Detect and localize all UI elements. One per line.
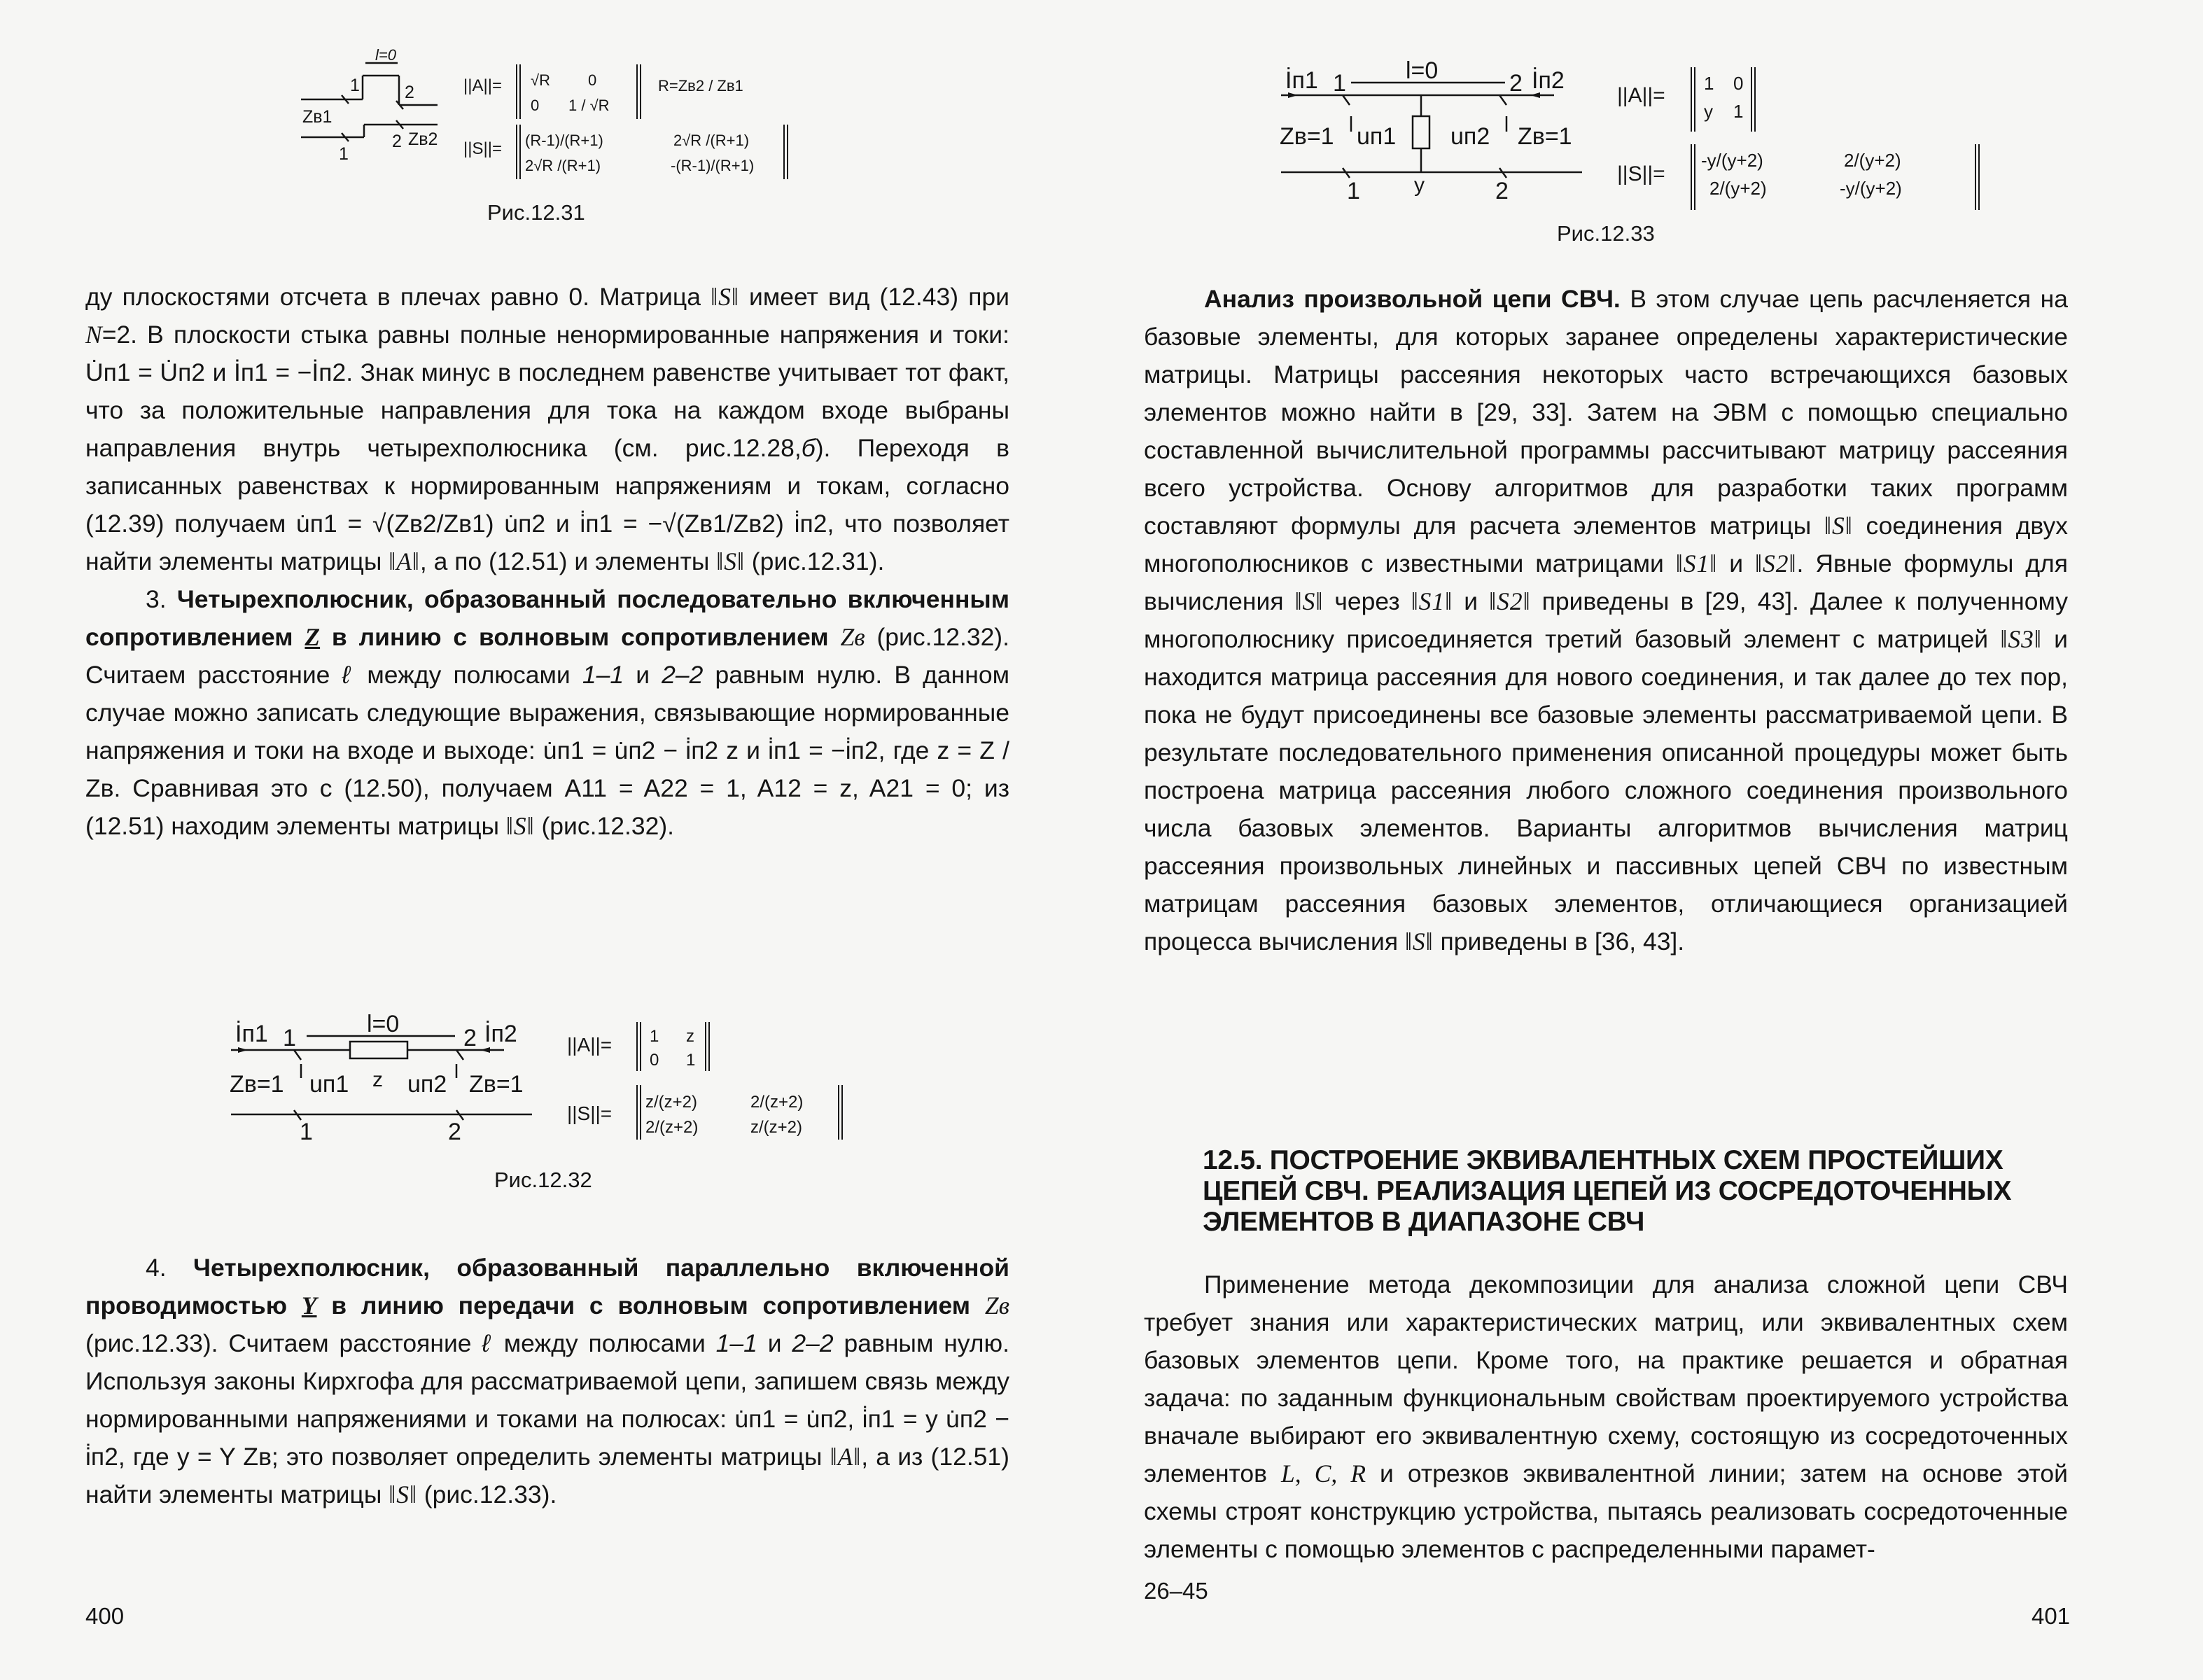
p4-matrix-s1: ‖S1‖ [1675, 550, 1718, 578]
fig33-node-1-bottom: 1 [1347, 178, 1360, 204]
fig31-s-22: -(R-1)/(R+1) [671, 157, 755, 174]
fig31-node-2-top: 2 [405, 83, 414, 102]
p1-part-8: , а по (12.51) и элементы [419, 547, 717, 575]
fig33-admittance-y [1413, 116, 1429, 148]
fig31-zb1: Zв1 [302, 107, 333, 127]
fig33-zb-right: Zв=1 [1518, 123, 1572, 150]
fig32-impedance-z [350, 1042, 407, 1058]
fig31-s-label: ||S||= [463, 139, 502, 158]
p4-matrix-s1-b: ‖S1‖ [1411, 587, 1453, 615]
fig31-a-11: √R [531, 71, 550, 89]
fig32-a-22: 1 [686, 1051, 696, 1070]
fig33-a-12: 0 [1733, 73, 1744, 94]
fig32-l0: l=0 [367, 1011, 400, 1037]
p4-bold-title: Анализ произвольной цепи СВЧ. [1204, 285, 1621, 313]
figure-12-31 [294, 49, 798, 189]
fig31-node-1-top: 1 [350, 76, 360, 95]
p2-bold-title: Четырехполюсник, образованный последовательно включенным сопротивлением Z в линию с волновым сопротивлением [85, 585, 1009, 651]
fig33-in2: İп2 [1532, 67, 1565, 94]
fig31-a-12: 0 [588, 71, 597, 89]
fig32-s-21: 2/(z+2) [645, 1118, 699, 1137]
p1-part-2: имеет вид (12.43) при [739, 283, 1009, 311]
fig32-s-22: z/(z+2) [750, 1118, 803, 1137]
left-page [0, 0, 1099, 1680]
left-paragraph-2: 3. Четырехполюсник, образованный последовательно включенным сопротивлением Z в линию с волновым сопротивлением Zв (рис.12.32). Считаем расстояние ℓ между полюсами 1–1 и 2–2 равным нулю. В данном случае можно записать следующие выражения, связывающие нормированные напряжения и токи на входе и выходе: u̇п1 = u̇п2 − i̇п2 z и i̇п1 = −i̇п2, где z = Z / Zв. Сравнивая это с (12.50), получаем A11 = A22 = 1, A12 = z, A21 = 0; из (12.51) находим элементы матрицы ‖S‖ (рис.12.32). [85, 585, 1009, 840]
fig31-s-11: (R-1)/(R+1) [525, 132, 603, 149]
fig32-in2: İп2 [484, 1021, 517, 1047]
fig31-s-21: 2√R /(R+1) [525, 157, 601, 174]
p1-matrix-a: ‖A‖ [389, 547, 420, 575]
fig33-un2: uп2 [1450, 123, 1490, 150]
fig33-in1: İп1 [1285, 67, 1318, 94]
fig32-node-2-bottom: 2 [448, 1119, 461, 1145]
p1-matrix-s2: ‖S‖ [716, 547, 745, 575]
fig31-a-21: 0 [531, 97, 540, 114]
fig32-zb-right: Zв=1 [469, 1071, 524, 1098]
fig33-s-12: 2/(y+2) [1844, 150, 1901, 171]
p5-lcr: L, C, R [1281, 1460, 1366, 1488]
p1-matrix-s: ‖S‖ [711, 283, 739, 311]
fig32-s-11: z/(z+2) [645, 1093, 698, 1112]
p2-zb: Zв [840, 623, 865, 651]
fig31-node-2-bottom: 2 [392, 132, 402, 151]
fig32-node-2-top: 2 [463, 1025, 477, 1051]
heading-line-3: ЭЛЕМЕНТОВ В ДИАПАЗОНЕ СВЧ [1203, 1207, 1645, 1237]
figure-12-32-drawing [224, 1008, 875, 1148]
fig33-a-22: 1 [1733, 101, 1744, 122]
fig33-caption: Рис.12.33 [1557, 221, 1655, 246]
p2-matrix-s: ‖S‖ [505, 812, 535, 840]
signature-mark: 26–45 [1144, 1578, 1208, 1604]
fig33-s-label: ||S||= [1617, 162, 1665, 186]
p3-matrix-s: ‖S‖ [389, 1480, 417, 1508]
fig31-caption: Рис.12.31 [487, 200, 585, 225]
fig31-zb2: Zв2 [408, 130, 438, 149]
fig32-caption: Рис.12.32 [494, 1168, 592, 1192]
fig33-a-label: ||A||= [1617, 84, 1665, 107]
fig32-a-21: 0 [650, 1051, 659, 1070]
p4-matrix-s-b: ‖S‖ [1294, 587, 1324, 615]
fig31-a-22: 1 / √R [568, 97, 610, 114]
p1-part-6: ). Переходя в записанных равенствах к нормированным напряжениям и токам, согласно (12.39) получаем u̇п1 = √(Zв2/Zв1) u̇п2 и i̇п1 = −√(Zв1/Zв2) i̇п2, что позволяет найти элементы матрицы [85, 434, 1009, 575]
heading-line-2: ЦЕПЕЙ СВЧ. РЕАЛИЗАЦИЯ ЦЕПЕЙ ИЗ СОСРЕДОТОЧЕННЫХ [1203, 1176, 2012, 1206]
p1-n: N [85, 321, 102, 349]
fig33-un1: uп1 [1357, 123, 1397, 150]
fig33-node-1-top: 1 [1333, 70, 1346, 97]
fig31-a-label: ||A||= [463, 76, 502, 95]
fig33-a-21: y [1704, 101, 1713, 122]
fig31-r-definition: R=Zв2 / Zв1 [658, 77, 743, 94]
section-heading-12-5 [1203, 1145, 2011, 1238]
fig32-zb-left: Zв=1 [230, 1071, 284, 1098]
fig32-a-label: ||A||= [567, 1034, 613, 1056]
fig31-l0: l=0 [375, 49, 396, 64]
fig32-node-1-top: 1 [283, 1025, 296, 1051]
fig32-z: z [372, 1068, 383, 1091]
p4-matrix-s2-b: ‖S2‖ [1489, 587, 1531, 615]
p4-matrix-s2: ‖S2‖ [1755, 550, 1797, 578]
page-number-right: 401 [2031, 1603, 2071, 1629]
p4-matrix-s: ‖S‖ [1824, 512, 1853, 540]
fig32-in1: İп1 [235, 1021, 268, 1047]
p3-bold-title: Четырехполюсник, образованный параллельно включенной проводимостью Y в линию передачи с волновым сопротивлением [85, 1254, 1009, 1320]
right-paragraph-1: Анализ произвольной цепи СВЧ. В этом случае цепь расчленяется на базовые элементы, для которых заранее определены характеристические матрицы. Матрицы рассеяния некоторых часто встречающихся базовых элементов можно найти в [29, 33]. Затем на ЭВМ с помощью специально составленной вычислительной программы рассчитывают матрицу рассеяния всего устройства. Основу алгоритмов для разработки таких программ составляют формулы для расчета элементов матрицы ‖S‖ соединения двух многополюсников с известными матрицами ‖S1‖ и ‖S2‖. Явные формулы для вычисления ‖S‖ через ‖S1‖ и ‖S2‖ приведены в [29, 43]. Далее к полученному многополюснику присоединяется третий базовый элемент с матрицей ‖S3‖ и находится матрица рассеяния для нового соединения, и так далее до тех пор, пока не будут присоединены все базовые элементы рассматриваемой цепи. В результате последовательного применения описанной процедуры может быть построена матрица рассеяния любого сложного соединения произвольного числа базовых элементов. Варианты алгоритмов вычисления матриц рассеяния произвольных линейных и пассивных цепей СВЧ по известным матрицам рассеяния базовых элементов, отличающиеся организацией процесса вычисления ‖S‖ приведены в [36, 43]. [1144, 285, 2068, 955]
fig33-l0: l=0 [1406, 57, 1439, 84]
right-paragraph-2: Применение метода декомпозиции для анализа сложной цепи СВЧ требует знания или характеристических матриц, или эквивалентных схем базовых элементов цепи. Кроме того, на практике решается и обратная задача: по заданным функциональным свойствам проектируемого устройства вначале выбирают его эквивалентную схему, состоящую из сосредоточенных элементов L, C, R и отрезков эквивалентной линии; затем на основе этой схемы строят конструкцию устройства, пытаясь реализовать сосредоточенные элементы с помощью элементов с распределенными парамет- [1144, 1270, 2068, 1563]
fig31-s-12: 2√R /(R+1) [673, 132, 750, 149]
figure-12-31-drawing [294, 49, 798, 189]
p1-part-10: (рис.12.31). [744, 547, 885, 575]
figure-12-33-drawing [1274, 55, 1988, 216]
fig33-node-2-top: 2 [1509, 70, 1523, 97]
p4-matrix-s3: ‖S3‖ [2000, 625, 2042, 653]
p1-part-4: =2. В плоскости стыка равны полные ненормированные напряжения и токи: U̇п1 = U̇п2 и İп1 = −İп2. Знак минус в последнем равенстве учитывает тот факт, что за положительные направления для тока на каждом входе выбраны направления внутрь четырехполюсника (см. рис.12.28, [85, 321, 1009, 462]
left-paragraph-1 [85, 278, 1009, 845]
left-paragraph-3: 4. Четырехполюсник, образованный параллельно включенной проводимостью Y в линию передачи с волновым сопротивлением Zв (рис.12.33). Считаем расстояние ℓ между полюсами 1–1 и 2–2 равным нулю. Используя законы Кирхгофа для рассматриваемой цепи, запишем связь между нормированными напряжениями и токами на полюсах: u̇п1 = u̇п2, i̇п1 = y u̇п2 − i̇п2, где y = Y Zв; это позволяет определить элементы матрицы ‖A‖, а из (12.51) найти элементы матрицы ‖S‖ (рис.12.33). [85, 1254, 1009, 1508]
fig33-s-11: -y/(y+2) [1701, 150, 1763, 171]
p1-b: б [801, 434, 816, 462]
fig33-y: y [1414, 174, 1425, 197]
fig32-a-11: 1 [650, 1027, 659, 1046]
fig31-node-1-bottom: 1 [339, 144, 349, 164]
page-number-left: 400 [85, 1603, 125, 1629]
fig32-un1: uп1 [309, 1071, 349, 1098]
fig33-s-22: -y/(y+2) [1840, 178, 1902, 199]
fig33-node-2-bottom: 2 [1495, 178, 1509, 204]
fig32-node-1-bottom: 1 [300, 1119, 313, 1145]
right-page [1099, 0, 2203, 1680]
heading-line-1: 12.5. ПОСТРОЕНИЕ ЭКВИВАЛЕНТНЫХ СХЕМ ПРОСТЕЙШИХ [1203, 1145, 2003, 1175]
p4-matrix-s-c: ‖S‖ [1404, 927, 1434, 955]
fig33-a-11: 1 [1704, 73, 1714, 94]
p3-zb: Zв [984, 1292, 1009, 1320]
fig32-un2: uп2 [407, 1071, 447, 1098]
p1-part-0: ду плоскостями отсчета в плечах равно 0. Матрица [85, 283, 711, 311]
figure-12-33 [1274, 55, 1988, 216]
fig33-s-21: 2/(y+2) [1709, 178, 1767, 199]
figure-12-32 [224, 1008, 875, 1148]
fig32-s-label: ||S||= [567, 1102, 613, 1124]
fig32-a-12: z [686, 1027, 694, 1046]
fig33-zb-left: Zв=1 [1280, 123, 1334, 150]
fig32-s-12: 2/(z+2) [750, 1093, 804, 1112]
p3-matrix-a: ‖A‖ [830, 1443, 862, 1471]
